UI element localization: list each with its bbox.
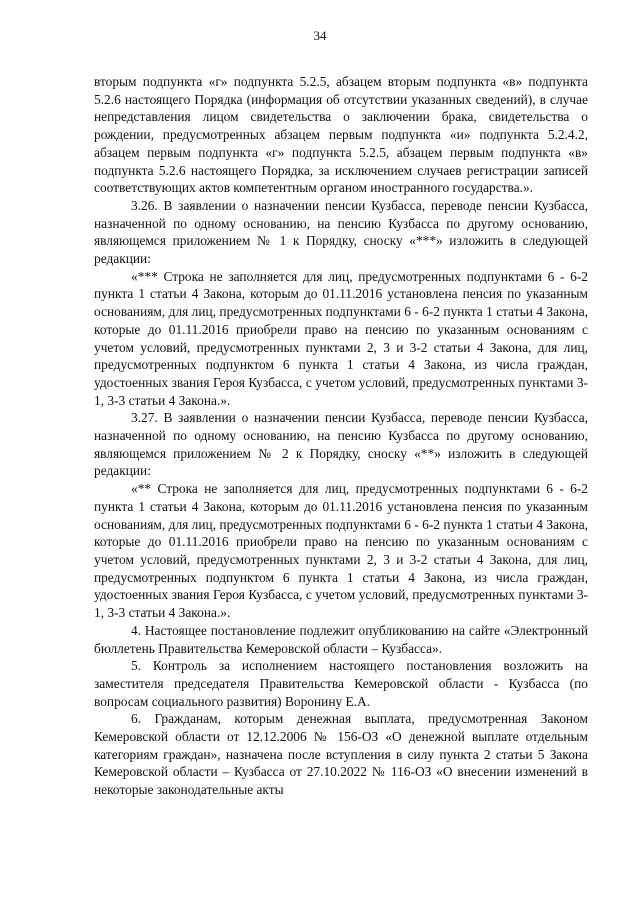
paragraph-4: 4. Настоящее постановление подлежит опубликованию на сайте «Электронный бюллетень Правительства Кемеровской области – Кузбасса».: [94, 622, 588, 656]
footnote-three-stars: «*** Строка не заполняется для лиц, предусмотренных подпунктами 6 - 6-2 пункта 1 статьи 4 Закона, которым до 01.11.2016 установлена пенсия по указанным основаниям, для лиц, предусмотренных подпунктами 6 - 6-2 пункта 1 статьи 4 Закона, которые до 01.11.2016 приобрели право на пенсию по указанным основаниям с учетом условий, предусмотренных пунктами 2, 3 и 3-2 статьи 4 Закона, для лиц, предусмотренных подпунктом 6 пункта 1 статьи 4 Закона, из числа граждан, удостоенных звания Героя Кузбасса, с учетом условий, предусмотренных пунктами 3-1, 3-3 статьи 4 Закона.».: [94, 268, 588, 408]
paragraph-5: 5. Контроль за исполнением настоящего постановления возложить на заместителя председателя Правительства Кемеровской области - Кузбасса (по вопросам социального развития) Воронину Е.А.: [94, 658, 588, 709]
page-number: 34: [313, 28, 327, 43]
footnote-two-stars: «** Строка не заполняется для лиц, предусмотренных подпунктами 6 - 6-2 пункта 1 статьи 4 Закона, которым до 01.11.2016 установлена пенсия по указанным основаниям, для лиц, предусмотренных подпунктами 6 - 6-2 пункта 1 статьи 4 Закона, которые до 01.11.2016 приобрели право на пенсию по указанным основаниям с учетом условий, предусмотренных пунктами 2, 3 и 3-2 статьи 4 Закона, для лиц, предусмотренных подпунктом 6 пункта 1 статьи 4 Закона, из числа граждан, удостоенных звания Героя Кузбасса, с учетом условий, предусмотренных пунктами 3-1, 3-3 статьи 4 Закона.».: [94, 481, 588, 621]
paragraph-3-26: 3.26. В заявлении о назначении пенсии Кузбасса, переводе пенсии Кузбасса, назначенной по одному основанию, на пенсию Кузбасса по другому основанию, являющемся приложением № 1 к Порядку, сноску «***» изложить в следующей редакции:: [94, 197, 588, 267]
paragraph-continuation: вторым подпункта «г» подпункта 5.2.5, абзацем вторым подпункта «в» подпункта 5.2.6 настоящего Порядка (информация об отсутствии указанных сведений), в случае непредставления лицом свидетельства о заключении брака, свидетельства о рождении, предусмотренных абзацем первым подпункта «и» подпункта 5.2.4.2, абзацем первым подпункта «г» подпункта 5.2.5, абзацем первым подпункта «в» подпункта 5.2.6 настоящего Порядка, за исключением случаев регистрации записей соответствующих актов компетентным органом иностранного государства.».: [94, 74, 588, 196]
paragraph-3-27: 3.27. В заявлении о назначении пенсии Кузбасса, переводе пенсии Кузбасса, назначенной по одному основанию, на пенсию Кузбасса по другому основанию, являющемся приложением № 2 к Порядку, сноску «**» изложить в следующей редакции:: [94, 410, 588, 479]
document-body: [94, 73, 588, 799]
paragraph-6: 6. Гражданам, которым денежная выплата, предусмотренная Законом Кемеровской области от 12.12.2006 № 156-ОЗ «О денежной выплате отдельным категориям граждан», назначена после вступления в силу пункта 2 статьи 5 Закона Кемеровской области – Кузбасса от 27.10.2022 № 116-ОЗ «О внесении изменений в некоторые законодательные акты: [94, 711, 588, 798]
